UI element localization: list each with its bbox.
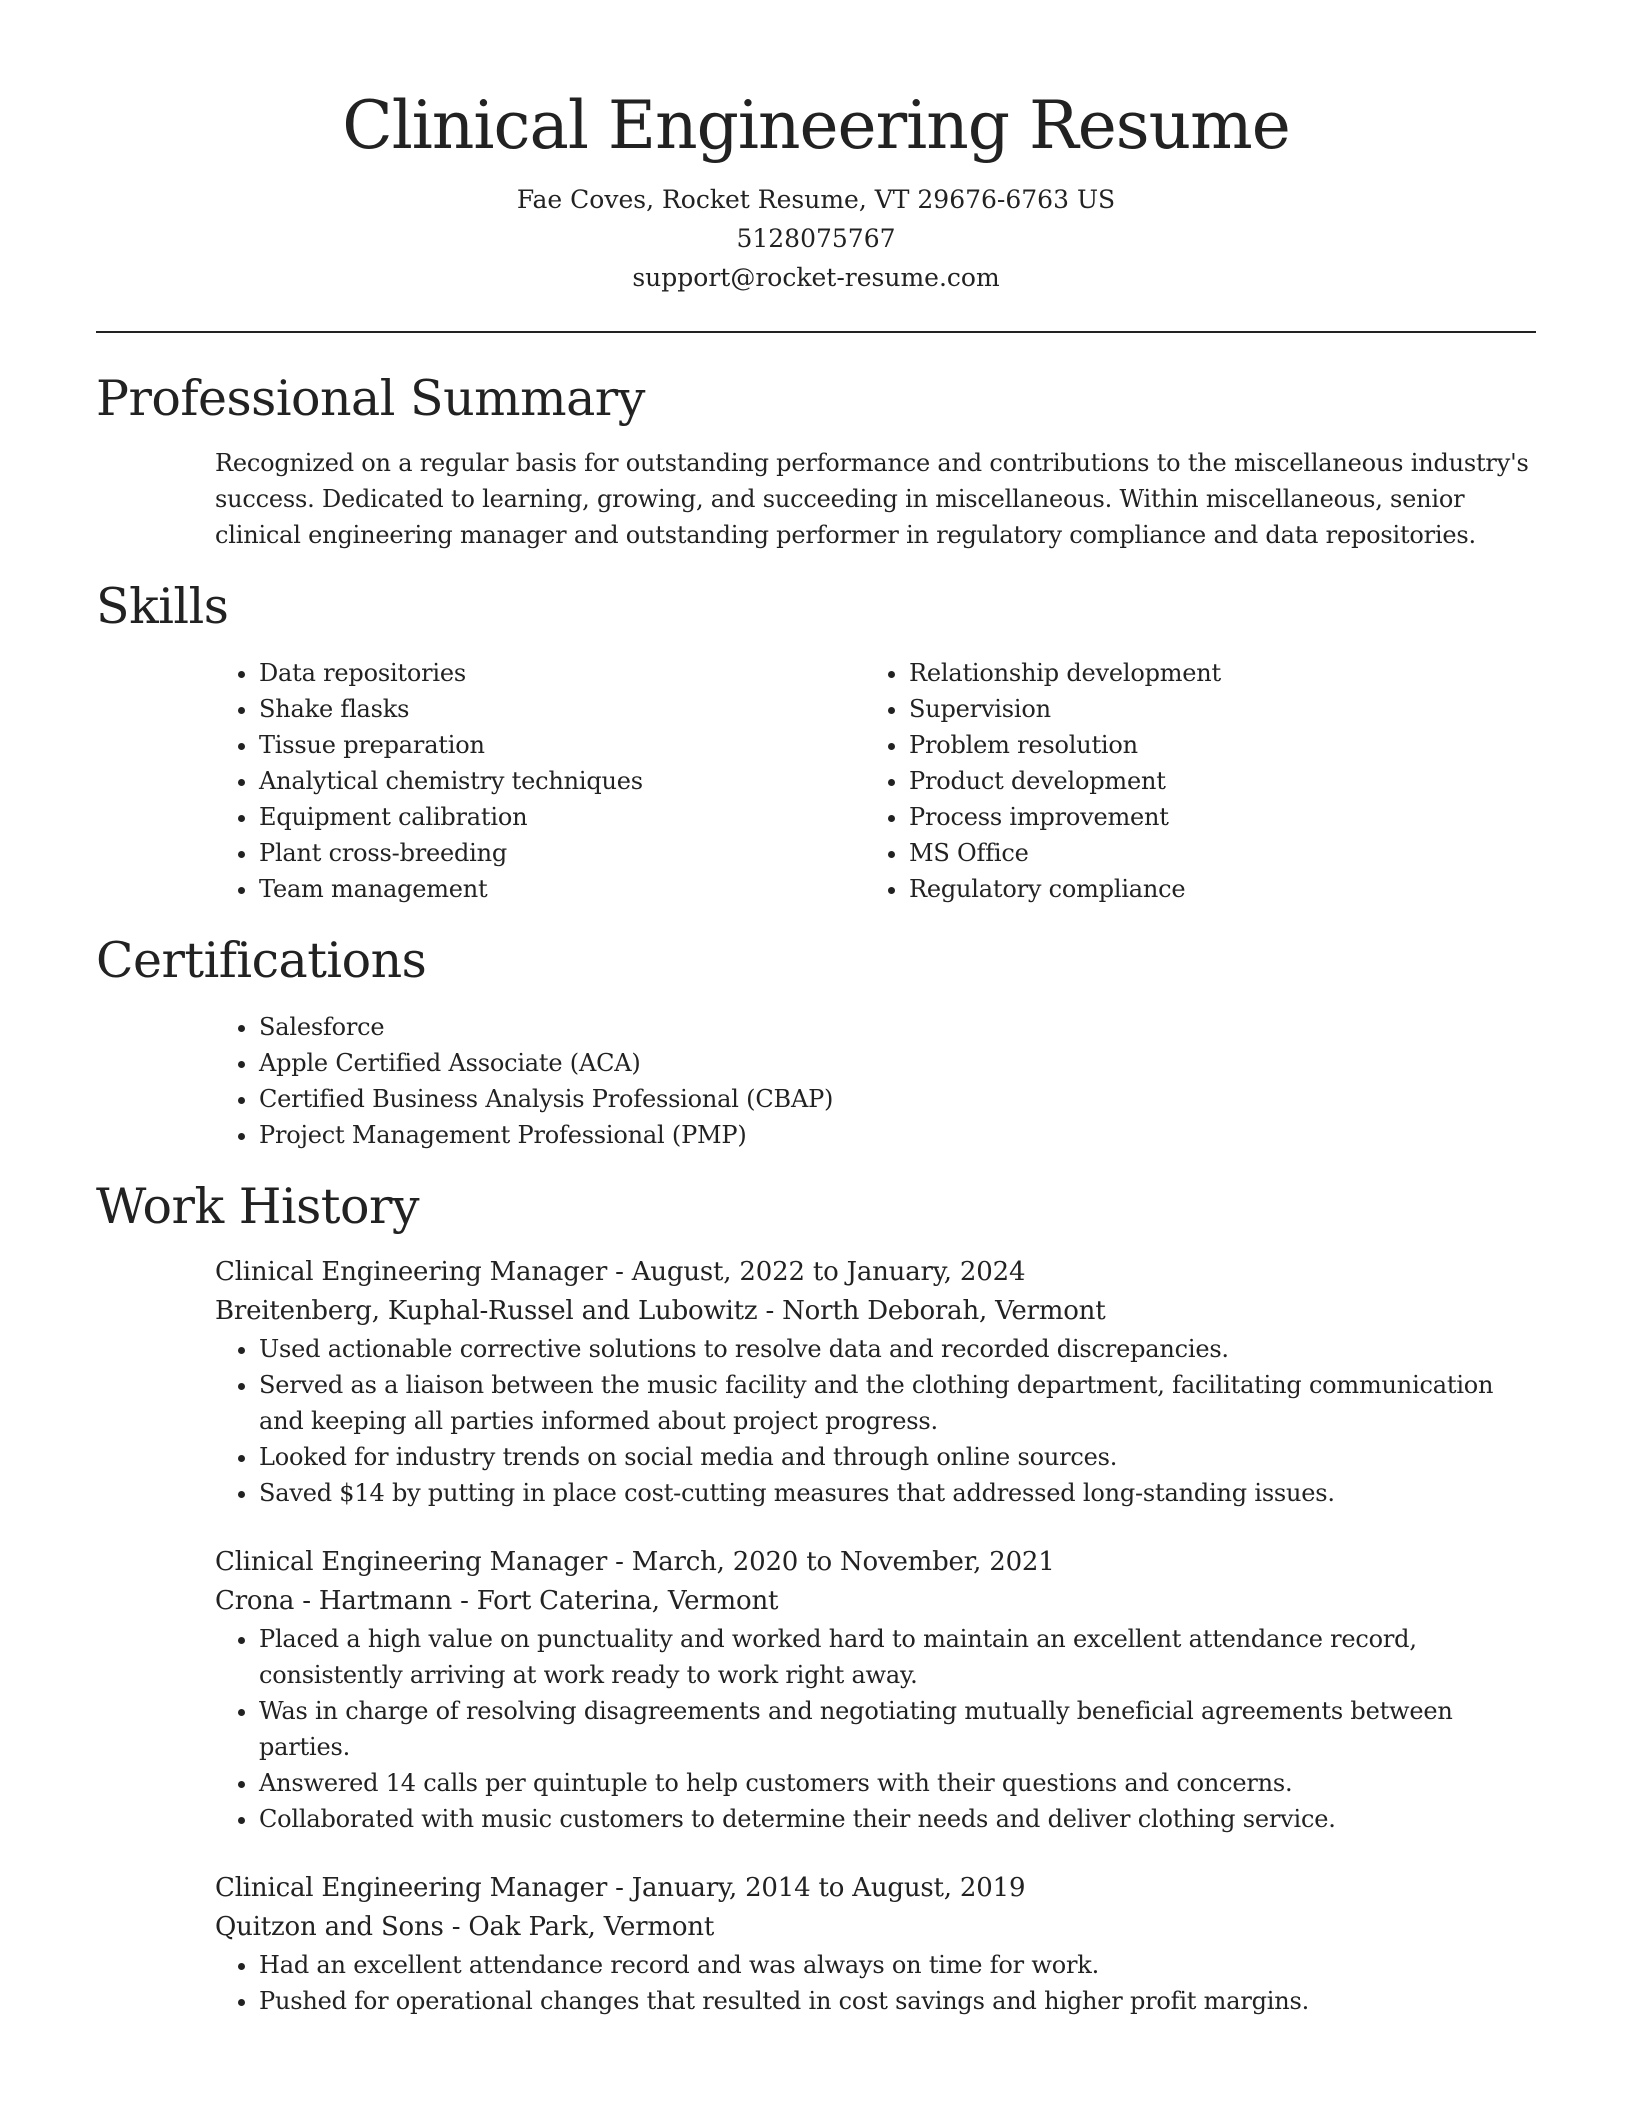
work-history-heading: Work History <box>96 1178 420 1235</box>
job-role: Clinical Engineering Manager <box>215 1257 608 1287</box>
job-location: North Deborah, Vermont <box>782 1296 1106 1326</box>
certifications-list <box>215 1009 1536 1153</box>
skill-item: • Problem resolution <box>909 727 1515 763</box>
job-title-line <box>215 1869 1536 1908</box>
separator: - <box>452 1586 477 1616</box>
job-company: Quitzon and Sons <box>215 1912 444 1942</box>
work-history-section <box>96 1175 1536 2019</box>
job-bullets <box>215 1331 1536 1511</box>
job-bullet: • Placed a high value on punctuality and worked hard to maintain an excellent attendance record, consistently arriving at work ready to work right away. <box>259 1621 1536 1693</box>
summary-heading: Professional Summary <box>96 370 645 427</box>
skill-item: • Product development <box>909 763 1515 799</box>
certification-item: • Project Management Professional (PMP) <box>259 1117 1536 1153</box>
skills-column-right <box>865 655 1515 907</box>
job-bullet: • Looked for industry trends on social media and through online sources. <box>259 1439 1536 1475</box>
summary-section <box>96 367 1536 553</box>
job-bullets <box>215 1621 1536 1837</box>
contact-email: support@rocket-resume.com <box>632 263 1000 292</box>
skill-item: • Regulatory compliance <box>909 871 1515 907</box>
job-bullet: • Served as a liaison between the music facility and the clothing department, facilitating communication and keeping all parties informed about project progress. <box>259 1367 1536 1439</box>
skills-section <box>96 575 1536 907</box>
job-title-line <box>215 1253 1536 1292</box>
separator: - <box>607 1257 632 1287</box>
skill-item: • Analytical chemistry techniques <box>259 763 865 799</box>
skill-item: • Team management <box>259 871 865 907</box>
job-bullet: • Used actionable corrective solutions to resolve data and recorded discrepancies. <box>259 1331 1536 1367</box>
certifications-list-wrap <box>215 1009 1536 1153</box>
skills-column-left <box>215 655 865 907</box>
job-entry <box>215 1869 1536 2019</box>
skill-item: • Plant cross-breeding <box>259 835 865 871</box>
resume-title: Clinical Engineering Resume <box>342 87 1290 164</box>
summary-text: Recognized on a regular basis for outstanding performance and contributions to the miscellaneous industry's success. Dedicated to learning, growing, and succeeding in miscellaneous. Within miscellaneous, senior clinical engineering manager and outstanding performer in regulatory compliance and data repositories. <box>215 449 1529 549</box>
contact-address: Fae Coves, Rocket Resume, VT 29676-6763 US <box>516 185 1116 214</box>
certifications-section <box>96 929 1536 1153</box>
skill-item: • Shake flasks <box>259 691 865 727</box>
job-location: Fort Caterina, Vermont <box>476 1586 779 1616</box>
separator: - <box>757 1296 783 1326</box>
skill-item: • Equipment calibration <box>259 799 865 835</box>
job-bullet: • Collaborated with music customers to determine their needs and deliver clothing service. <box>259 1801 1536 1837</box>
job-dates: March, 2020 to November, 2021 <box>631 1547 1055 1577</box>
certification-item: • Salesforce <box>259 1009 1536 1045</box>
skill-item: • Relationship development <box>909 655 1515 691</box>
job-entry <box>215 1543 1536 1837</box>
skills-list-left <box>215 655 865 907</box>
skill-item: • MS Office <box>909 835 1515 871</box>
skill-item: • Process improvement <box>909 799 1515 835</box>
resume-header <box>96 0 1536 297</box>
job-dates: August, 2022 to January, 2024 <box>631 1257 1026 1287</box>
separator: - <box>443 1912 469 1942</box>
skill-item: • Data repositories <box>259 655 865 691</box>
job-role: Clinical Engineering Manager <box>215 1547 608 1577</box>
job-bullets <box>215 1947 1536 2019</box>
job-dates: January, 2014 to August, 2019 <box>631 1873 1026 1903</box>
job-company: Crona - Hartmann <box>215 1586 453 1616</box>
separator: - <box>607 1873 632 1903</box>
job-location: Oak Park, Vermont <box>468 1912 715 1942</box>
certifications-heading: Certifications <box>96 932 427 989</box>
job-company-line <box>215 1292 1536 1331</box>
certification-item: • Certified Business Analysis Professional (CBAP) <box>259 1081 1536 1117</box>
job-company-line <box>215 1908 1536 1947</box>
contact-phone: 5128075767 <box>736 224 896 253</box>
skills-grid <box>215 655 1536 907</box>
job-entry <box>215 1253 1536 1511</box>
skills-list-right <box>865 655 1515 907</box>
certification-item: • Apple Certified Associate (ACA) <box>259 1045 1536 1081</box>
skill-item: • Tissue preparation <box>259 727 865 763</box>
job-company: Breitenberg, Kuphal-Russel and Lubowitz <box>215 1296 758 1326</box>
job-bullet: • Had an excellent attendance record and was always on time for work. <box>259 1947 1536 1983</box>
job-bullet: • Saved $14 by putting in place cost-cutting measures that addressed long-standing issues. <box>259 1475 1536 1511</box>
header-divider <box>96 331 1536 333</box>
skill-item: • Supervision <box>909 691 1515 727</box>
job-bullet: • Answered 14 calls per quintuple to help customers with their questions and concerns. <box>259 1765 1536 1801</box>
job-title-line <box>215 1543 1536 1582</box>
separator: - <box>607 1547 632 1577</box>
job-bullet: • Pushed for operational changes that resulted in cost savings and higher profit margins. <box>259 1983 1536 2019</box>
job-company-line <box>215 1582 1536 1621</box>
job-role: Clinical Engineering Manager <box>215 1873 608 1903</box>
job-bullet: • Was in charge of resolving disagreements and negotiating mutually beneficial agreements between parties. <box>259 1693 1536 1765</box>
skills-heading: Skills <box>96 578 229 635</box>
